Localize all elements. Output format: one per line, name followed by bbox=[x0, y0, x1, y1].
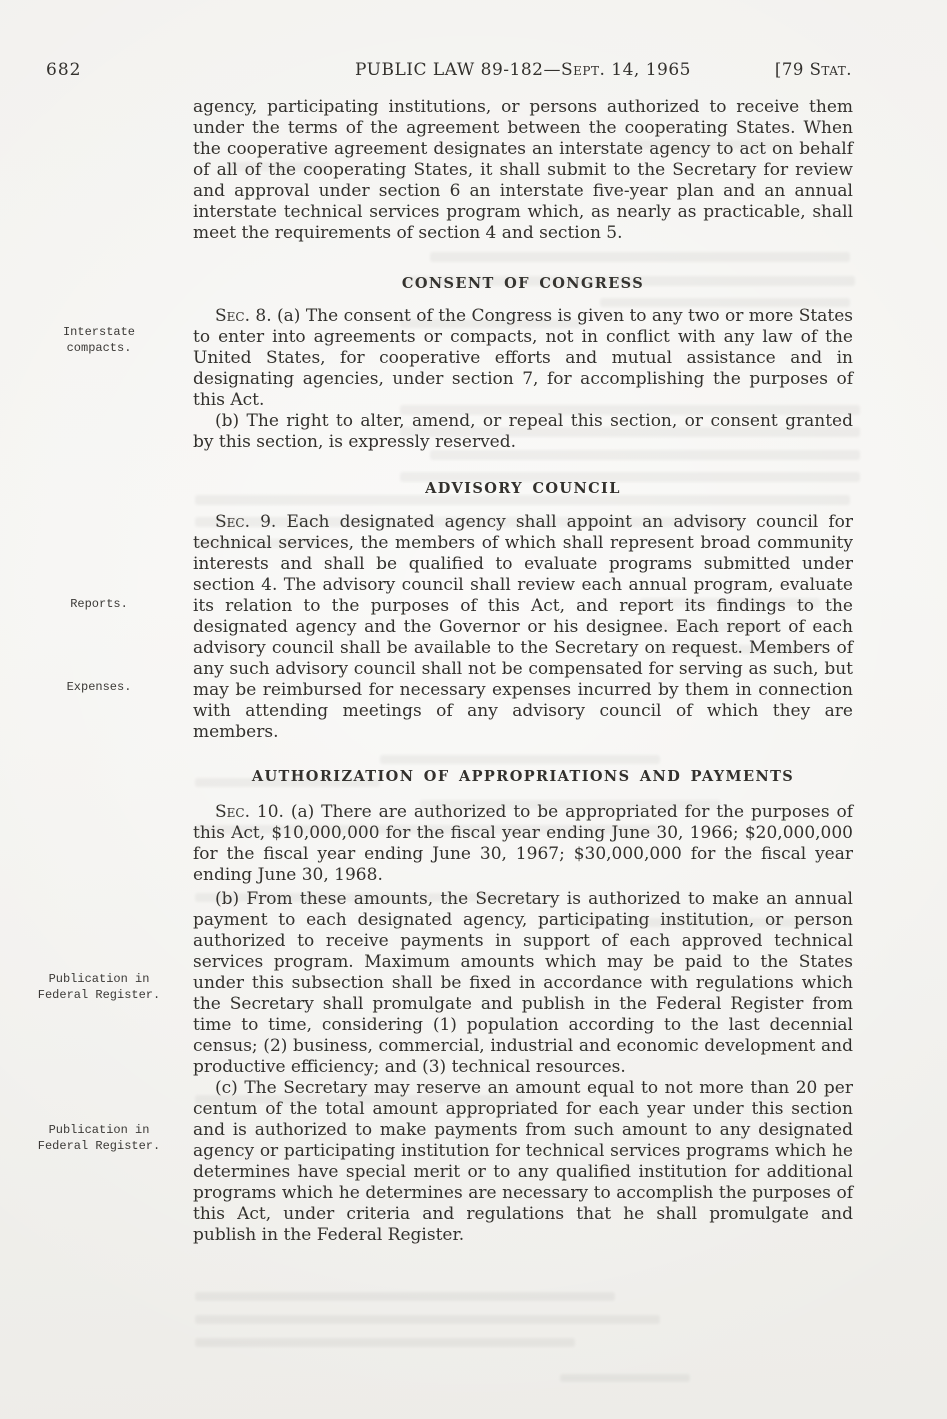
bleed-through-mark bbox=[560, 1374, 690, 1382]
section-8-label: Sec. 8. bbox=[215, 306, 272, 326]
section-9-label: Sec. 9. bbox=[215, 512, 277, 532]
paragraph-sec9 bbox=[193, 512, 853, 743]
paragraph-sec8a bbox=[193, 306, 853, 411]
bleed-through-mark bbox=[195, 1315, 660, 1324]
margin-note-expenses bbox=[18, 679, 180, 695]
bleed-through-mark bbox=[195, 1338, 575, 1347]
heading-authorization-appropriations: AUTHORIZATION OF APPROPRIATIONS AND PAYMENTS bbox=[251, 768, 795, 785]
section-10a-text: (a) There are authorized to be appropriated for the purposes of this Act, $10,000,000 for the fiscal year ending June 30, 1966; $20,000,000 for the fiscal year ending June 30, 1967; $30,000,000 for the fiscal year ending June 30, 1968. bbox=[193, 802, 853, 885]
margin-note-line: Federal Register. bbox=[37, 1139, 161, 1153]
paragraph-sec10c: (c) The Secretary may reserve an amount equal to not more than 20 per centum of the total amount appropriated for each year under this section and is authorized to make payments from such amount to any designated agency or participating institution for technical services programs which he determines have special merit or to any qualified institution for additional programs which he determines are necessary to accomplish the purposes of this Act, under criteria and regulations that he shall promulgate and publish in the Federal Register. bbox=[193, 1078, 853, 1245]
margin-note-line: Publication in bbox=[48, 1123, 150, 1137]
margin-note-reports bbox=[18, 596, 180, 612]
margin-note-publication-federal-register-2 bbox=[18, 1122, 180, 1154]
section-9-text: Each designated agency shall appoint an advisory council for technical services, the members of which shall represent broad community interests and shall be qualified to evaluate programs submitted under section 4. The advisory council shall review each annual program, evaluate its relation to the purposes of this Act, and report its findings to the designated agency and the Governor or his designee. Each report of each advisory council shall be available to the Secretary on request. Members of any such advisory council shall not be compensated for serving as such, but may be reimbursed for necessary expenses incurred by them in connection with attending meetings of any advisory council of which they are members. bbox=[193, 512, 854, 742]
section-10-label: Sec. 10. bbox=[215, 802, 284, 822]
heading-consent-of-congress: CONSENT OF CONGRESS bbox=[401, 275, 645, 292]
text-column bbox=[193, 97, 853, 1246]
paragraph-sec10a bbox=[193, 802, 853, 886]
stat-citation: [79 Stat. bbox=[774, 60, 852, 79]
header-title: PUBLIC LAW 89-182—Sept. 14, 1965 bbox=[355, 60, 691, 80]
margin-note-interstate-compacts bbox=[18, 324, 180, 356]
margin-note-line: Publication in bbox=[48, 972, 150, 986]
margin-note-publication-federal-register-1 bbox=[18, 971, 180, 1003]
margin-note-line: Expenses. bbox=[66, 680, 132, 694]
margin-note-line: Federal Register. bbox=[37, 988, 161, 1002]
page-number: 682 bbox=[46, 60, 82, 80]
paragraph-sec10b: (b) From these amounts, the Secretary is authorized to make an annual payment to each designated agency, participating institution, or person authorized to receive payments in support of each approved technical services program. Maximum amounts which may be paid to the States under this subsection shall be fixed in accordance with regulations which the Secretary shall promulgate and publish in the Federal Register from time to time, considering (1) population according to the last decennial census; (2) business, commercial, industrial and economic development and productive efficiency; and (3) technical resources. bbox=[193, 889, 853, 1077]
paragraph-sec8b: (b) The right to alter, amend, or repeal this section, or consent granted by this section, is expressly reserved. bbox=[193, 411, 853, 452]
margin-note-line: Interstate bbox=[62, 325, 135, 339]
section-8a-text: (a) The consent of the Congress is given to any two or more States to enter into agreements or compacts, not in conflict with any law of the United States, for cooperative efforts and mutual assistance and in designating agencies, under section 7, for accomplishing the purposes of this Act. bbox=[193, 306, 853, 410]
heading-advisory-council: ADVISORY COUNCIL bbox=[425, 480, 621, 497]
margin-note-line: Reports. bbox=[70, 597, 128, 611]
bleed-through-mark bbox=[195, 1292, 615, 1301]
margin-note-line: compacts. bbox=[66, 341, 132, 355]
paragraph-intro-continuation: agency, participating institutions, or persons authorized to receive them under the terms of the agreement between the cooperating States. When the cooperative agreement designates an interstate agency to act on behalf of all of the cooperating States, it shall submit to the Secretary for review and approval under section 6 an interstate five-year plan and an annual interstate technical services program which, as nearly as practicable, shall meet the requirements of section 4 and section 5. bbox=[193, 97, 853, 243]
